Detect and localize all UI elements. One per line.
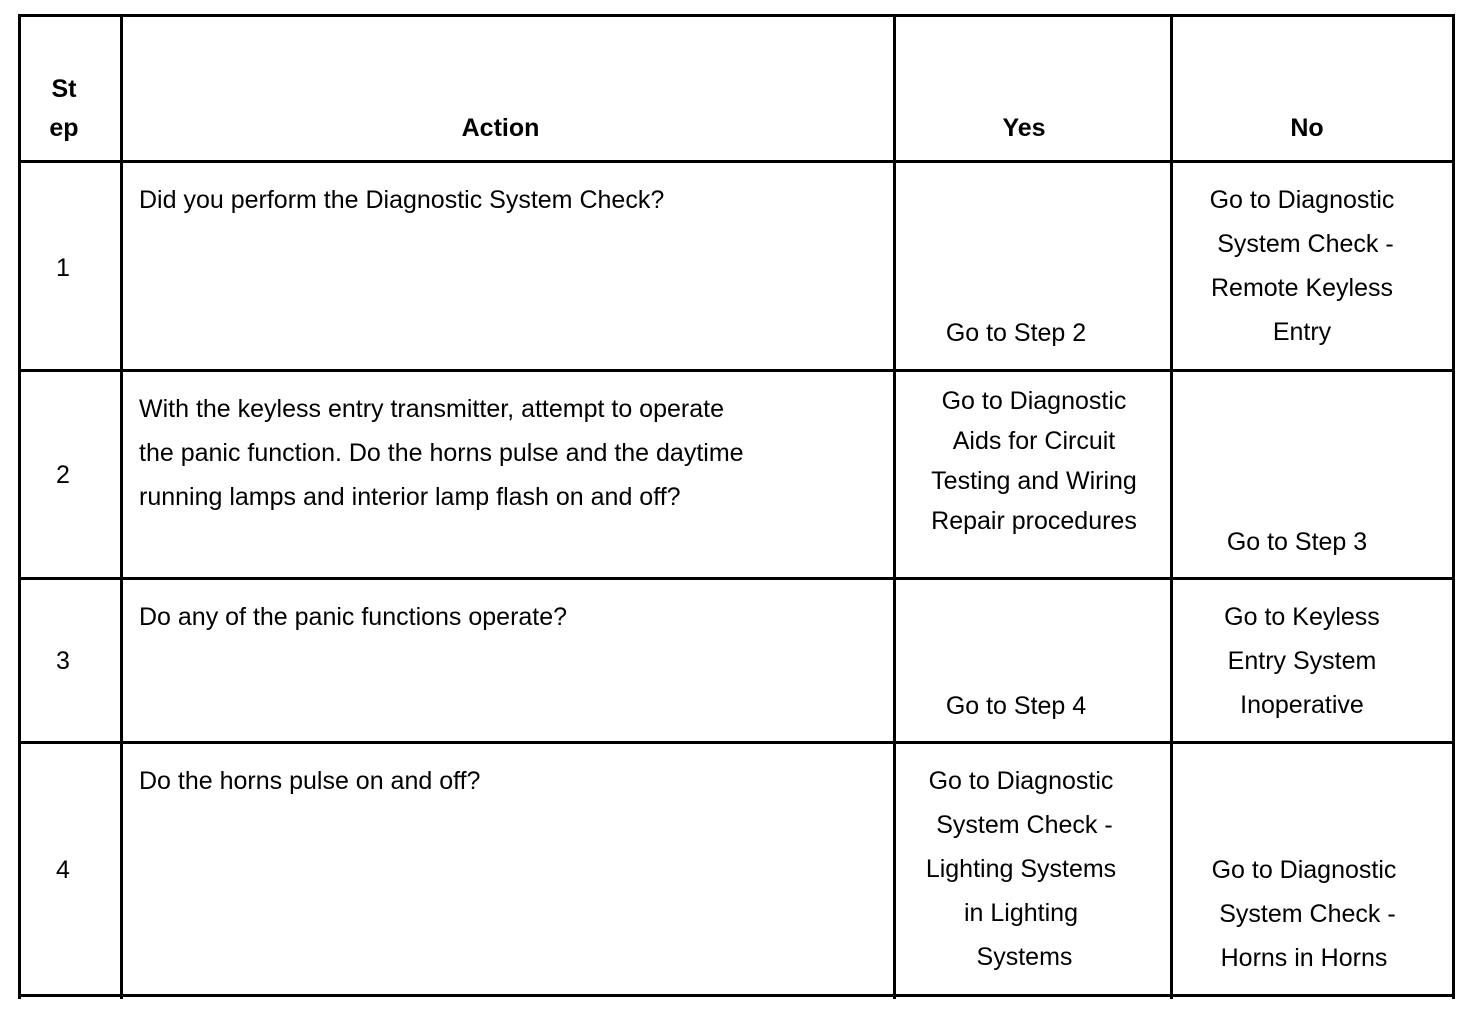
step-number: 4 (56, 856, 70, 884)
yes-result: Go to Step 2 (945, 319, 1087, 347)
yes-result: Go to Diagnostic System Check - Lighting Systems in Lighting Systems (925, 767, 1117, 971)
table-border-left (18, 14, 21, 999)
row-divider (18, 369, 1455, 372)
header-yes: Yes (1002, 114, 1046, 142)
no-result: Go to Diagnostic System Check - Remote Keyless Entry (1209, 186, 1395, 346)
no-result: Go to Diagnostic System Check - Horns in Horns (1211, 856, 1397, 972)
table-border-bottom (18, 994, 1455, 997)
row-divider (18, 741, 1455, 744)
header-no: No (1290, 114, 1324, 142)
step-number: 1 (56, 254, 70, 282)
step-number: 2 (56, 461, 70, 489)
table-border-right (1452, 14, 1455, 999)
header-divider (18, 160, 1455, 163)
no-result: Go to Keyless Entry System Inoperative (1224, 603, 1380, 719)
action-text: Did you perform the Diagnostic System Check? (139, 186, 665, 214)
action-text: Do any of the panic functions operate? (139, 603, 568, 631)
header-action: Action (461, 114, 540, 142)
yes-result: Go to Diagnostic Aids for Circuit Testing and Wiring Repair procedures (931, 387, 1137, 535)
row-divider (18, 577, 1455, 580)
header-step: St ep (49, 75, 79, 142)
yes-result: Go to Step 4 (945, 692, 1087, 720)
table-border-top (18, 14, 1455, 17)
column-divider (120, 14, 123, 999)
action-text: With the keyless entry transmitter, attempt to operate the panic function. Do the horns pulse and the daytime running lamps and interior lamp flash on and off? (139, 395, 744, 511)
no-result: Go to Step 3 (1226, 528, 1368, 556)
action-text: Do the horns pulse on and off? (139, 767, 481, 795)
step-number: 3 (56, 647, 70, 675)
